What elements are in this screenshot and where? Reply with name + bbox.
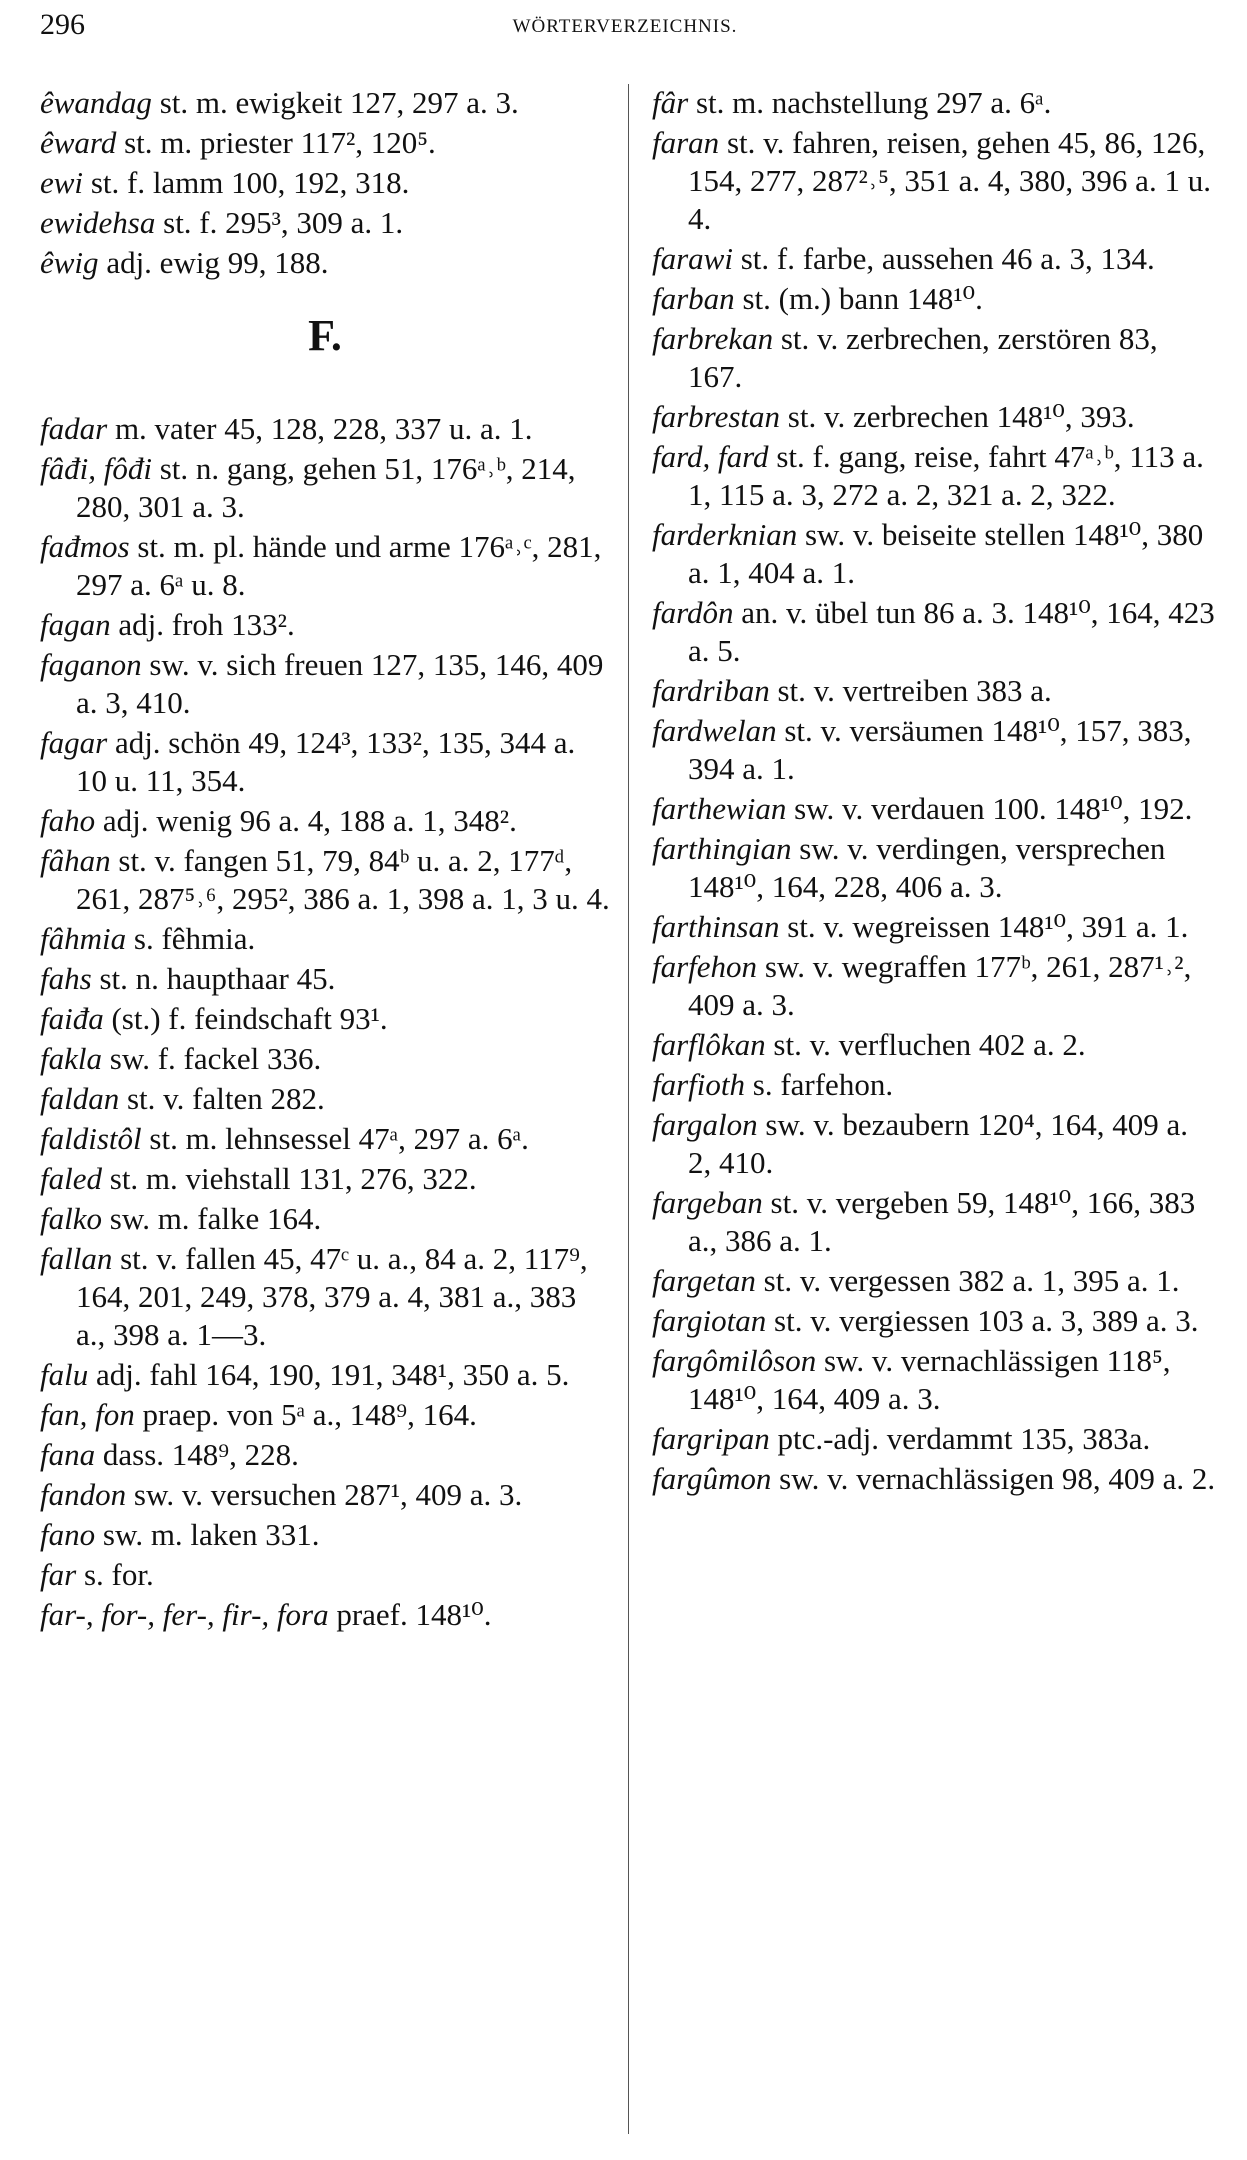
entry-headword: farbrestan <box>652 399 781 434</box>
entry-headword: far <box>40 1557 77 1592</box>
dictionary-entry <box>652 398 1217 436</box>
dictionary-entry <box>40 528 610 604</box>
dictionary-entry <box>40 802 610 840</box>
entry-definition: st. v. vergeben 59, 148¹⁰, 166, 383 a., 386 a. 1. <box>688 1185 1196 1258</box>
entry-headword: fandon <box>40 1477 127 1512</box>
entries-f-block-left <box>40 410 610 1634</box>
dictionary-entry <box>652 1106 1217 1182</box>
entry-definition: adj. fahl 164, 190, 191, 348¹, 350 a. 5. <box>88 1357 570 1392</box>
left-column <box>40 84 610 1636</box>
entry-headword: fagan <box>40 607 111 642</box>
dictionary-entry <box>40 1356 610 1394</box>
entries-f-block-right <box>652 84 1217 1498</box>
entry-definition: adj. wenig 96 a. 4, 188 a. 1, 348². <box>95 803 517 838</box>
page-number: 296 <box>40 8 85 41</box>
entry-headword: fâđi, fôđi <box>40 451 152 486</box>
entry-definition: st. f. farbe, aussehen 46 a. 3, 134. <box>732 241 1155 276</box>
section-letter-f: F. <box>308 311 342 360</box>
dictionary-entry <box>40 1240 610 1354</box>
entry-headword: fardwelan <box>652 713 777 748</box>
dictionary-entry <box>40 1160 610 1198</box>
dictionary-entry <box>40 1120 610 1158</box>
entry-headword: êwig <box>40 245 99 280</box>
entry-definition: m. vater 45, 128, 228, 337 u. a. 1. <box>107 411 533 446</box>
entry-definition: st. (m.) bann 148¹⁰. <box>734 281 983 316</box>
dictionary-entry <box>40 410 610 448</box>
entry-definition: st. m. ewigkeit 127, 297 a. 3. <box>151 85 519 120</box>
entry-definition: st. f. lamm 100, 192, 318. <box>83 165 410 200</box>
entry-definition: st. v. fahren, reisen, gehen 45, 86, 126, 154, 277, 287²˒⁵, 351 a. 4, 380, 396 a. 1 u. 4. <box>688 125 1211 236</box>
entry-headword: far-, for-, fer-, fir-, fora <box>40 1597 329 1632</box>
entry-headword: faldistôl <box>40 1121 142 1156</box>
entry-definition: ptc.-adj. verdammt 135, 383a. <box>769 1421 1151 1456</box>
entry-definition: sw. m. falke 164. <box>102 1201 322 1236</box>
entry-headword: falu <box>40 1357 89 1392</box>
entry-headword: fargeban <box>652 1185 763 1220</box>
entry-definition: st. f. 295³, 309 a. 1. <box>155 205 404 240</box>
entry-definition: adj. ewig 99, 188. <box>98 245 329 280</box>
entry-headword: ewi <box>40 165 84 200</box>
dictionary-entry <box>40 1516 610 1554</box>
entry-definition: sw. v. sich freuen 127, 135, 146, 409 a. 3, 410. <box>76 647 604 720</box>
entry-definition: sw. v. vernachlässigen 118⁵, 148¹⁰, 164, 409 a. 3. <box>688 1343 1171 1416</box>
entry-headword: faldan <box>40 1081 120 1116</box>
entry-definition: st. v. wegreissen 148¹⁰, 391 a. 1. <box>779 909 1189 944</box>
entry-headword: faiđa <box>40 1001 104 1036</box>
entry-definition: s. for. <box>76 1557 154 1592</box>
dictionary-entry <box>40 1596 610 1634</box>
dictionary-entry <box>652 1262 1217 1300</box>
dictionary-entry <box>652 1184 1217 1260</box>
entry-headword: fard, fard <box>652 439 769 474</box>
dictionary-entry <box>40 84 610 122</box>
dictionary-entry <box>652 594 1217 670</box>
dictionary-entry <box>652 712 1217 788</box>
entry-headword: faled <box>40 1161 102 1196</box>
dictionary-entry <box>652 1302 1217 1340</box>
dictionary-entry <box>40 164 610 202</box>
dictionary-entry <box>652 280 1217 318</box>
entry-headword: farthinsan <box>652 909 780 944</box>
entries-e-block <box>40 84 610 282</box>
entry-headword: ewidehsa <box>40 205 156 240</box>
entry-headword: fardôn <box>652 595 734 630</box>
running-title: WÖRTERVERZEICHNIS. <box>512 16 738 37</box>
dictionary-entry <box>652 790 1217 828</box>
entry-definition: praef. 148¹⁰. <box>328 1597 492 1632</box>
entry-headword: farfehon <box>652 949 758 984</box>
entry-headword: farthingian <box>652 831 792 866</box>
dictionary-entry <box>40 1556 610 1594</box>
entry-headword: fâhan <box>40 843 111 878</box>
entry-definition: st. m. pl. hände und arme 176ᵃ˒ᶜ, 281, 297 a. 6ᵃ u. 8. <box>76 529 602 602</box>
entry-headword: farfioth <box>652 1067 746 1102</box>
entry-definition: st. m. lehnsessel 47ᵃ, 297 a. 6ᵃ. <box>141 1121 529 1156</box>
entry-definition: adj. froh 133². <box>110 607 295 642</box>
entry-definition: adj. schön 49, 124³, 133², 135, 344 a. 10 u. 11, 354. <box>76 725 576 798</box>
entry-definition: dass. 148⁹, 228. <box>95 1437 299 1472</box>
entry-definition: (st.) f. feindschaft 93¹. <box>103 1001 388 1036</box>
entry-headword: êward <box>40 125 117 160</box>
entry-headword: farderknian <box>652 517 798 552</box>
entry-definition: praep. von 5ᵃ a., 148⁹, 164. <box>134 1397 477 1432</box>
entry-definition: st. v. vergessen 382 a. 1, 395 a. 1. <box>755 1263 1180 1298</box>
right-column <box>652 84 1217 1500</box>
entry-definition: st. m. viehstall 131, 276, 322. <box>102 1161 477 1196</box>
entry-definition: sw. v. verdingen, versprechen 148¹⁰, 164, 228, 406 a. 3. <box>688 831 1166 904</box>
dictionary-entry <box>652 1026 1217 1064</box>
dictionary-entry <box>40 1040 610 1078</box>
entry-headword: fallan <box>40 1241 113 1276</box>
entry-definition: st. m. priester 117², 120⁵. <box>116 125 436 160</box>
entry-definition: st. v. fangen 51, 79, 84ᵇ u. a. 2, 177ᵈ, 261, 287⁵˒⁶, 295², 386 a. 1, 398 a. 1, 3 u. 4. <box>76 843 610 916</box>
entry-headword: fâr <box>652 85 689 120</box>
dictionary-entry <box>40 1436 610 1474</box>
entry-headword: fargalon <box>652 1107 758 1142</box>
dictionary-entry <box>652 908 1217 946</box>
dictionary-entry <box>652 124 1217 238</box>
entry-definition: st. n. haupthaar 45. <box>91 961 336 996</box>
dictionary-entry <box>40 244 610 282</box>
entry-definition: an. v. übel tun 86 a. 3. 148¹⁰, 164, 423 a. 5. <box>688 595 1215 668</box>
running-header <box>40 8 1210 48</box>
entry-definition: st. m. nachstellung 297 a. 6ᵃ. <box>688 85 1052 120</box>
entry-headword: farbrekan <box>652 321 774 356</box>
dictionary-entry <box>652 830 1217 906</box>
dictionary-entry <box>652 948 1217 1024</box>
dictionary-entry <box>652 516 1217 592</box>
entry-headword: fan, fon <box>40 1397 135 1432</box>
entry-headword: fargômilôson <box>652 1343 817 1378</box>
dictionary-entry <box>40 450 610 526</box>
dictionary-entry <box>40 960 610 998</box>
dictionary-entry <box>652 84 1217 122</box>
entry-headword: faganon <box>40 647 142 682</box>
entry-definition: sw. f. fackel 336. <box>102 1041 322 1076</box>
dictionary-entry <box>652 1066 1217 1104</box>
entry-headword: fadar <box>40 411 108 446</box>
entry-definition: sw. m. laken 331. <box>95 1517 320 1552</box>
dictionary-entry <box>40 1476 610 1514</box>
dictionary-entry <box>652 1420 1217 1458</box>
dictionary-entry <box>40 1396 610 1434</box>
entry-headword: êwandag <box>40 85 152 120</box>
entry-definition: sw. v. wegraffen 177ᵇ, 261, 287¹˒², 409 a. 3. <box>688 949 1192 1022</box>
entry-headword: fargripan <box>652 1421 770 1456</box>
dictionary-entry <box>652 438 1217 514</box>
dictionary-entry <box>652 1342 1217 1418</box>
dictionary-entry <box>652 240 1217 278</box>
entry-definition: st. v. vergiessen 103 a. 3, 389 a. 3. <box>766 1303 1199 1338</box>
entry-definition: sw. v. verdauen 100. 148¹⁰, 192. <box>786 791 1193 826</box>
dictionary-entry <box>40 920 610 958</box>
dictionary-entry <box>652 320 1217 396</box>
entry-headword: fardriban <box>652 673 770 708</box>
dictionary-entry <box>40 124 610 162</box>
entry-headword: fargetan <box>652 1263 756 1298</box>
entry-definition: st. v. versäumen 148¹⁰, 157, 383, 394 a. 1. <box>688 713 1192 786</box>
dictionary-entry <box>40 1080 610 1118</box>
entry-headword: farthewian <box>652 791 787 826</box>
entry-definition: st. v. vertreiben 383 a. <box>769 673 1052 708</box>
entry-definition: sw. v. vernachlässigen 98, 409 a. 2. <box>771 1461 1216 1496</box>
entry-definition: st. v. zerbrechen 148¹⁰, 393. <box>780 399 1135 434</box>
entry-headword: farban <box>652 281 735 316</box>
entry-definition: st. v. falten 282. <box>119 1081 325 1116</box>
entry-headword: fakla <box>40 1041 102 1076</box>
entry-headword: fargûmon <box>652 1461 772 1496</box>
entry-headword: fargiotan <box>652 1303 767 1338</box>
column-divider <box>628 84 629 2134</box>
entry-definition: st. n. gang, gehen 51, 176ᵃ˒ᵇ, 214, 280, 301 a. 3. <box>76 451 576 524</box>
entry-definition: sw. v. versuchen 287¹, 409 a. 3. <box>126 1477 523 1512</box>
entry-headword: falko <box>40 1201 102 1236</box>
entry-headword: farflôkan <box>652 1027 766 1062</box>
entry-headword: fana <box>40 1437 96 1472</box>
entry-definition: st. v. verfluchen 402 a. 2. <box>765 1027 1086 1062</box>
dictionary-entry <box>40 842 610 918</box>
entry-definition: sw. v. bezaubern 120⁴, 164, 409 a. 2, 410. <box>688 1107 1188 1180</box>
entry-definition: sw. v. beiseite stellen 148¹⁰, 380 a. 1, 404 a. 1. <box>688 517 1204 590</box>
dictionary-entry <box>40 1200 610 1238</box>
dictionary-entry <box>40 646 610 722</box>
entry-headword: farawi <box>652 241 733 276</box>
entry-definition: s. fêhmia. <box>126 921 256 956</box>
entry-headword: fagar <box>40 725 108 760</box>
entry-headword: fano <box>40 1517 96 1552</box>
entry-headword: fahs <box>40 961 92 996</box>
entry-headword: faran <box>652 125 720 160</box>
entry-headword: fađmos <box>40 529 130 564</box>
entry-headword: fâhmia <box>40 921 127 956</box>
dictionary-entry <box>40 204 610 242</box>
entry-definition: st. f. gang, reise, fahrt 47ᵃ˒ᵇ, 113 a. 1, 115 a. 3, 272 a. 2, 321 a. 2, 322. <box>688 439 1204 512</box>
dictionary-entry <box>652 672 1217 710</box>
dictionary-entry <box>40 606 610 644</box>
dictionary-entry <box>40 724 610 800</box>
entry-definition: st. v. zerbrechen, zerstören 83, 167. <box>688 321 1158 394</box>
entry-headword: faho <box>40 803 96 838</box>
entry-definition: s. farfehon. <box>745 1067 894 1102</box>
entry-definition: st. v. fallen 45, 47ᶜ u. a., 84 a. 2, 117⁹, 164, 201, 249, 378, 379 a. 4, 381 a., 383 a., 398 a. 1—3. <box>76 1241 588 1352</box>
dictionary-entry <box>40 1000 610 1038</box>
dictionary-entry <box>652 1460 1217 1498</box>
